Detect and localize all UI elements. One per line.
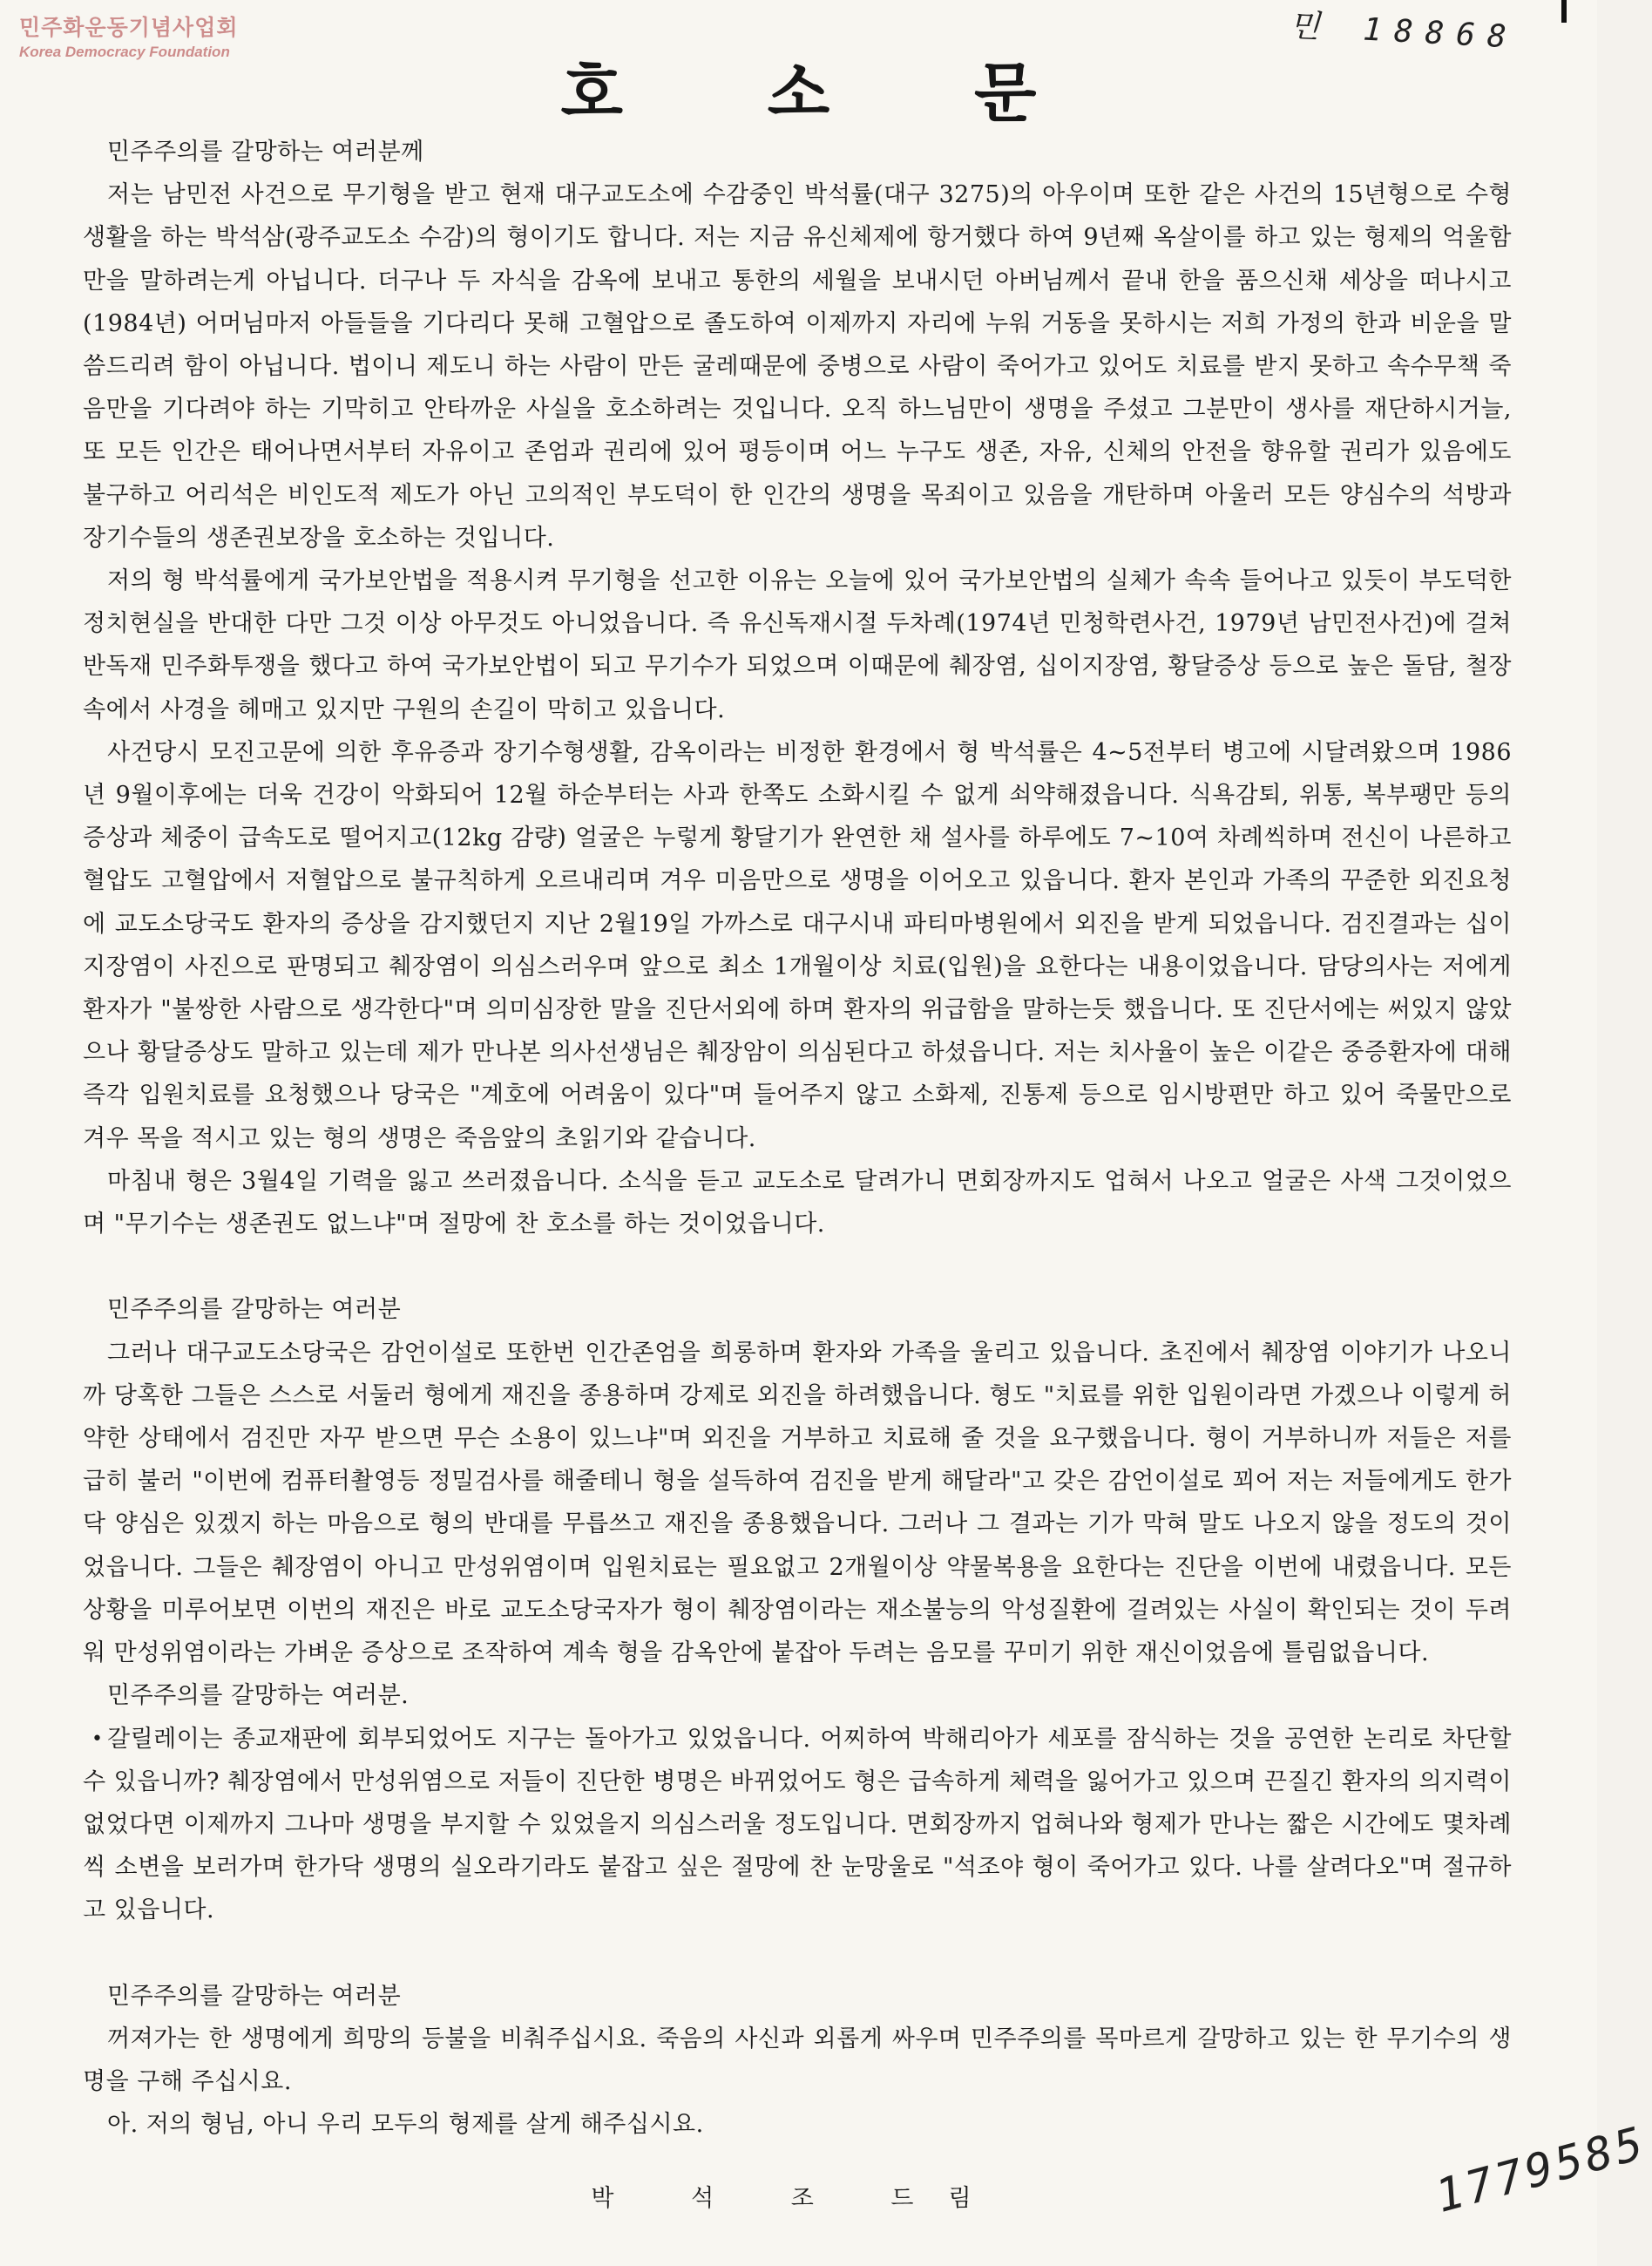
document-title: 호 소 문 xyxy=(560,56,1098,131)
paragraph-1: 저는 남민전 사건으로 무기형을 받고 현재 대구교도소에 수감중인 박석률(대구 3275)의 아우이며 또한 같은 사건의 15년형으로 수형생활을 하는 박석삼(광주교도소 수감)의 형이기도 합니다. 저는 지금 유신체제에 항거했다 하여 9년째 옥살이를 하고 있는 형제의 억울함만을 말하려는게 아닙니다. 더구나 두 자식을 감옥에 보내고 통한의 세월을 보내시던 아버님께서 끝내 한을 품으신채 세상을 떠나시고(1984년) 어머님마저 아들들을 기다리다 못해 고혈압으로 졸도하여 이제까지 자리에 누워 거동을 못하시는 저희 가정의 한과 비운을 말씀드리려 함이 아닙니다. 법이니 제도니 하는 사람이 만든 굴레때문에 중병으로 사람이 죽어가고 있어도 치료를 받지 못하고 속수무책 죽음만을 기다려야 하는 기막히고 안타까운 사실을 호소하려는 것입니다. 오직 하느님만이 생명을 주셨고 그분만이 생사를 재단하시거늘, 또 모든 인간은 태어나면서부터 자유이고 존엄과 권리에 있어 평등이며 어느 누구도 생존, 자유, 신체의 안전을 향유할 권리가 있음에도 불구하고 어리석은 비인도적 제도가 아닌 고의적인 부도덕이 한 인간의 생명을 목죄이고 있음을 개탄하며 아울러 모든 양심수의 석방과 장기수들의 생존권보장을 호소하는 것입니다. xyxy=(83,181,1512,552)
paragraph-3: 사건당시 모진고문에 의한 후유증과 장기수형생활, 감옥이라는 비정한 환경에서 형 박석률은 4~5전부터 병고에 시달려왔으며 1986년 9월이후에는 더욱 건강이 악화되어 12월 하순부터는 사과 한쪽도 소화시킬 수 없게 쇠약해졌읍니다. 식욕감퇴, 위통, 복부팽만 등의 증상과 체중이 급속도로 떨어지고(12kg 감량) 얼굴은 누렇게 황달기가 완연한 채 설사를 하루에도 7~10여 차례씩하며 전신이 나른하고 혈압도 고혈압에서 저혈압으로 불규칙하게 오르내리며 겨우 미음만으로 생명을 이어오고 있읍니다. 환자 본인과 가족의 꾸준한 외진요청에 교도소당국도 환자의 증상을 감지했던지 지난 2월19일 가까스로 대구시내 파티마병원에서 외진을 받게 되었읍니다. 검진결과는 십이지장염이 사진으로 판명되고 췌장염이 의심스러우며 앞으로 최소 1개월이상 치료(입원)을 요한다는 내용이었읍니다. 담당의사는 저에게 환자가 "불쌍한 사람으로 생각한다"며 의미심장한 말을 진단서외에 하며 환자의 위급함을 말하는듯 했읍니다. 또 진단서에는 써있지 않았으나 황달증상도 말하고 있는데 제가 만나본 의사선생님은 췌장암이 의심된다고 하셨읍니다. 저는 치사율이 높은 이같은 중증환자에 대해 즉각 입원치료를 요청했으나 당국은 "계호에 어려움이 있다"며 들어주지 않고 소화제, 진통제 등으로 임시방편만 하고 있어 죽물만으로 겨우 목을 적시고 있는 형의 생명은 죽음앞의 초읽기와 같습니다. xyxy=(83,738,1512,1152)
archive-number-stamp: 민 18868 xyxy=(1288,8,1520,56)
salutation-2: 민주주의를 갈망하는 여러분 xyxy=(107,1296,402,1324)
watermark-english: Korea Democracy Foundation xyxy=(19,44,230,60)
paragraph-6: • 갈릴레이는 종교재판에 회부되었어도 지구는 돌아가고 있었읍니다. 어찌하여 박해리아가 세포를 잠식하는 것을 공연한 논리로 차단할 수 있읍니까? 췌장염에서 만성위염으로 저들이 진단한 병명은 바뀌었어도 형은 급속하게 체력을 잃어가고 있으며 끈질긴 환자의 의지력이 없었다면 이제까지 그나마 생명을 부지할 수 있었을지 의심스러울 정도입니다. 면회장까지 업혀나와 형제가 만나는 짧은 시간에도 몇차례씩 소변을 보러가며 한가닥 생명의 실오라기라도 붙잡고 싶은 절망에 찬 눈망울로 "석조야 형이 죽어가고 있다. 나를 살려다오"며 절규하고 있읍니다. xyxy=(83,1718,1512,1932)
salutation-3: 민주주의를 갈망하는 여러분. xyxy=(107,1682,410,1710)
salutation-1: 민주주의를 갈망하는 여러분께 xyxy=(107,139,424,166)
salutation-4: 민주주의를 갈망하는 여러분 xyxy=(107,1982,402,2010)
document-body xyxy=(83,131,1512,2147)
paragraph-gap xyxy=(83,1932,1512,1975)
handwritten-number: 1779585 xyxy=(1430,2117,1652,2223)
paragraph-8: 아. 저의 형님, 아니 우리 모두의 형제를 살게 해주십시요. xyxy=(107,2111,704,2139)
signature: 박 석 조 드림 xyxy=(591,2185,1006,2212)
paragraph-5: 그러나 대구교도소당국은 감언이설로 또한번 인간존엄을 희롱하며 환자와 가족을 울리고 있읍니다. 초진에서 췌장염 이야기가 나오니까 당혹한 그들은 스스로 서둘러 형에게 재진을 종용하며 강제로 외진을 하려했읍니다. 형도 "치료를 위한 입원이라면 가겠으나 이렇게 허약한 상태에서 검진만 자꾸 받으면 무슨 소용이 있느냐"며 외진을 거부하고 치료해 줄 것을 요구했읍니다. 형이 거부하니까 저들은 저를 급히 불러 "이번에 컴퓨터촬영등 정밀검사를 해줄테니 형을 설득하여 검진을 받게 해달라"고 갖은 감언이설로 꾀어 저는 저들에게도 한가닥 양심은 있겠지 하는 마음으로 형의 반대를 무릅쓰고 재진을 종용했읍니다. 그러나 그 결과는 기가 막혀 말도 나오지 않을 정도의 것이었읍니다. 그들은 췌장염이 아니고 만성위염이며 입원치료는 필요없고 2개월이상 약물복용을 요한다는 진단을 이번에 내렸읍니다. 모든 상황을 미루어보면 이번의 재진은 바로 교도소당국자가 형이 췌장염이라는 재소불능의 악성질환에 걸려있는 사실이 확인되는 것이 두려워 만성위염이라는 가벼운 증상으로 조작하여 계속 형을 감옥안에 붙잡아 두려는 음모를 꾸미기 위한 재신이었음에 틀림없읍니다. xyxy=(83,1339,1512,1667)
paragraph-gap xyxy=(83,1245,1512,1288)
paragraph-4: 마침내 형은 3월4일 기력을 잃고 쓰러졌읍니다. 소식을 듣고 교도소로 달려가니 면회장까지도 업혀서 나오고 얼굴은 사색 그것이었으며 "무기수는 생존권도 없느냐"며 절망에 찬 호소를 하는 것이었읍니다. xyxy=(83,1167,1512,1238)
paragraph-7: 꺼져가는 한 생명에게 희망의 등불을 비춰주십시요. 죽음의 사신과 외롭게 싸우며 민주주의를 목마르게 갈망하고 있는 한 무기수의 생명을 구해 주십시요. xyxy=(83,2025,1512,2096)
watermark-korean: 민주화운동기념사업회 xyxy=(19,15,239,40)
page-edge-mark xyxy=(1561,0,1567,23)
paragraph-2: 저의 형 박석률에게 국가보안법을 적용시켜 무기형을 선고한 이유는 오늘에 있어 국가보안법의 실체가 속속 들어나고 있듯이 부도덕한 정치현실을 반대한 다만 그것 이상 아무것도 아니었읍니다. 즉 유신독재시절 두차례(1974년 민청학련사건, 1979년 남민전사건)에 걸쳐 반독재 민주화투쟁을 했다고 하여 국가보안법이 되고 무기수가 되었으며 이때문에 췌장염, 십이지장염, 황달증상 등으로 높은 돌담, 철장속에서 사경을 헤매고 있지만 구원의 손길이 막히고 있읍니다. xyxy=(83,567,1512,723)
